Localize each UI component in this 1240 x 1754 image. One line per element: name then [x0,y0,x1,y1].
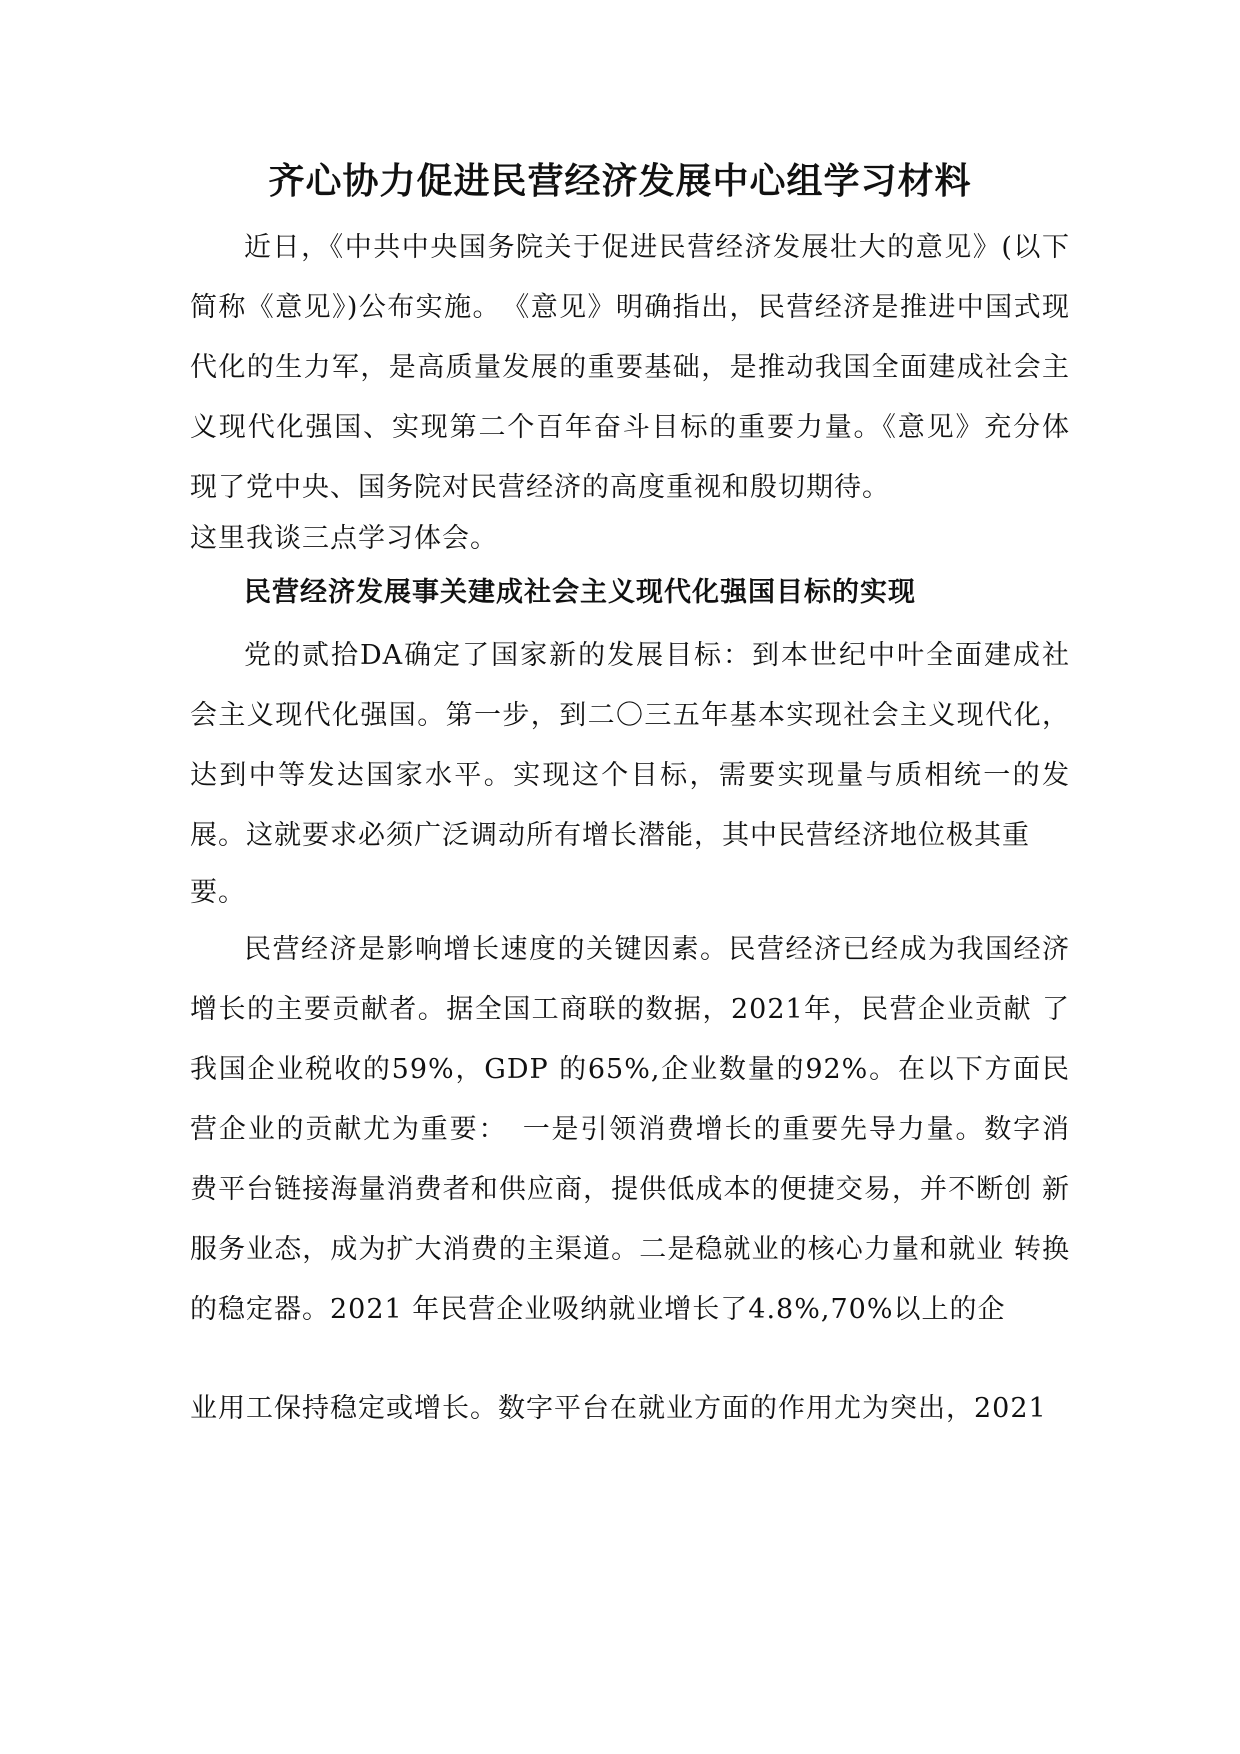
section-heading: 民营经济发展事关建成社会主义现代化强国目标的实现 [244,577,916,608]
intro-paragraph: 近日，《中共中央国务院关于促进民营经济发展壮大的意见》(以下简称《意见》)公布实施。 《意见》明确指出，民营经济是推进中国式现代化的生力军，是高质量发展的重要基础，是推动我国全面建成社会主义现代化强国、实现第二个百年奋斗目标的重要力量。《意见》充分体现了党中央、国务院对民营经济的高度重视和殷切期待。 [190,232,1070,503]
development-goal-paragraph-tail: 要。 [190,877,246,908]
document-title: 齐心协力促进民营经济发展中心组学习材料 [268,160,972,202]
growth-contribution-paragraph: 民营经济是影响增长速度的关键因素。民营经济已经成为我国经济增长的主要贡献者。据全国工商联的数据，2021年，民营企业贡献 了我国企业税收的59%，GDP 的65%,企业数量的92%。在以下方面民 营企业的贡献尤为重要： 一是引领消费增长的重要先导力量。数字消 费平台链接海量消费者和供应商，提供低成本的便捷交易，并不断创 新服务业态，成为扩大消费的主渠道。二是稳就业的核心力量和就业 转换的稳定器。2021 年民营企业吸纳就业增长了4.8%,70%以上的企 [190,934,1070,1325]
development-goal-paragraph: 党的贰拾DA确定了国家新的发展目标：到本世纪中叶全面建成社会主义现代化强国。第一步，到二〇三五年基本实现社会主义现代化，达到中等发达国家水平。实现这个目标，需要实现量与质相统一的发展。这就要求必须广泛调动所有增长潜能，其中民营经济地位极其重 [190,640,1070,851]
growth-contribution-paragraph-tail: 业用工保持稳定或增长。数字平台在就业方面的作用尤为突出，2021 [190,1393,1047,1424]
intro-paragraph-tail: 这里我谈三点学习体会。 [190,523,498,554]
